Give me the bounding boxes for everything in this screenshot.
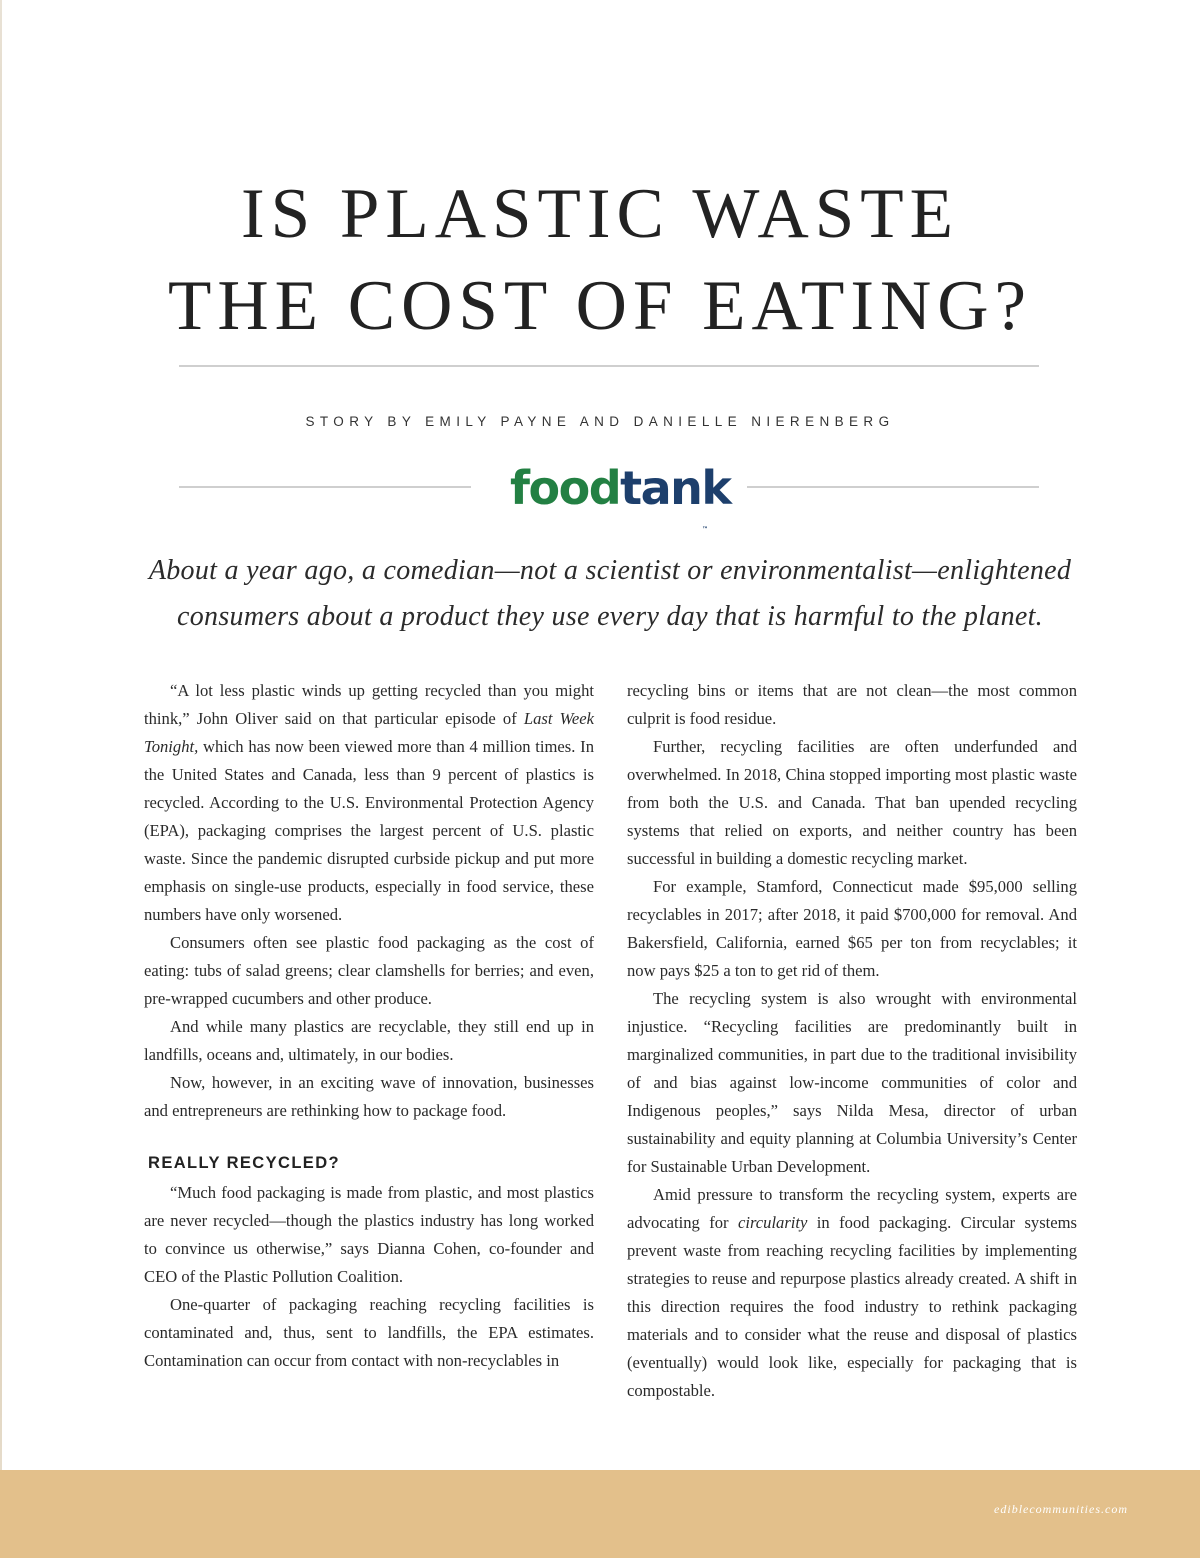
paragraph — [627, 1181, 1077, 1405]
emphasis: circularity — [737, 1213, 808, 1232]
paragraph: Now, however, in an exciting wave of innovation, businesses and entrepreneurs are rethinking how to package food. — [144, 1073, 594, 1120]
dek-line-1: About a year ago, a comedian—not a scientist or environmentalist—enlightened — [148, 555, 1072, 586]
byline: STORY BY EMILY PAYNE AND DANIELLE NIERENBERG — [305, 414, 895, 429]
paragraph: The recycling system is also wrought with environmental injustice. “Recycling facilities are predominantly built in marginalized communities, in part due to the traditional invisibility of and bias against low-income communities of color and Indigenous peoples,” says Nilda Mesa, director of urban sustainability and equity planning at Columbia University’s Center for Sustainable Urban Development. — [627, 989, 1077, 1176]
paragraph: Further, recycling facilities are often underfunded and overwhelmed. In 2018, China stopped importing most plastic waste from both the U.S. and Canada. That ban upended recycling systems that relied on exports, and neither country has been successful in building a domestic recycling market. — [627, 737, 1077, 868]
section-heading: REALLY RECYCLED? — [148, 1154, 341, 1172]
body-column-left — [144, 677, 594, 1375]
body-column-right — [627, 677, 1077, 1405]
paragraph: recycling bins or items that are not clean—the most common culprit is food residue. — [627, 681, 1077, 728]
paragraph: For example, Stamford, Connecticut made $95,000 selling recyclables in 2017; after 2018, it paid $700,000 for removal. And Bakersfield, California, earned $65 per ton from recyclables; it now pays $25 a ton to get rid of them. — [627, 877, 1077, 980]
title-divider — [179, 365, 1039, 367]
trademark-mark: ™ — [702, 526, 708, 533]
paragraph: Consumers often see plastic food packaging as the cost of eating: tubs of salad greens; clear clamshells for berries; and even, pre-wrapped cucumbers and other produce. — [144, 933, 594, 1008]
paragraph: “Much food packaging is made from plastic, and most plastics are never recycled—though the plastics industry has long worked to convince us otherwise,” says Dianna Cohen, co-founder and CEO of the Plastic Pollution Coalition. — [144, 1183, 594, 1286]
paragraph: One-quarter of packaging reaching recycling facilities is contaminated and, thus, sent to landfills, the EPA estimates. Contamination can occur from contact with non-recyclables in — [144, 1295, 594, 1370]
article-title — [0, 168, 1200, 352]
paragraph-text: Amid pressure to transform the recycling system, experts are advocating for — [627, 1185, 1077, 1232]
show-title: Last Week Tonight, — [144, 709, 594, 756]
logo-tank-text: tank — [620, 461, 731, 515]
logo-divider-right — [747, 486, 1039, 488]
title-line-2: THE COST OF EATING? — [167, 267, 1033, 345]
logo-food-text: food — [510, 461, 621, 515]
paragraph-text: which has now been viewed more than 4 million times. In the United States and Canada, less than 9 percent of plastics is recycled. According to the U.S. Environmental Protection Agency (EPA), packaging comprises the largest percent of U.S. plastic waste. Since the pandemic disrupted curbside pickup and put more emphasis on single-use products, especially in food service, these numbers have only worsened. — [144, 737, 594, 924]
title-line-1: IS PLASTIC WASTE — [241, 175, 959, 253]
footer-url: ediblecommunities.com — [994, 1502, 1128, 1516]
dek-line-2: consumers about a product they use every day that is harmful to the planet. — [177, 601, 1043, 632]
logo-divider-left — [179, 486, 471, 488]
footer-band — [0, 1470, 1200, 1558]
paragraph: And while many plastics are recyclable, they still end up in landfills, oceans and, ultimately, in our bodies. — [144, 1017, 594, 1064]
foodtank-logo — [510, 460, 731, 533]
paragraph-text: “A lot less plastic winds up getting recycled than you might think,” John Oliver said on that particular episode of — [144, 681, 594, 728]
paragraph — [144, 677, 594, 929]
paragraph-text: in food packaging. Circular systems prevent waste from reaching recycling facilities by implementing strategies to reuse and repurpose plastics already created. A shift in this direction requires the food industry to rethink packaging materials and to consider what the reuse and disposal of plastics (eventually) would look like, especially for packaging that is compostable. — [627, 1213, 1078, 1400]
article-dek — [100, 548, 1120, 640]
